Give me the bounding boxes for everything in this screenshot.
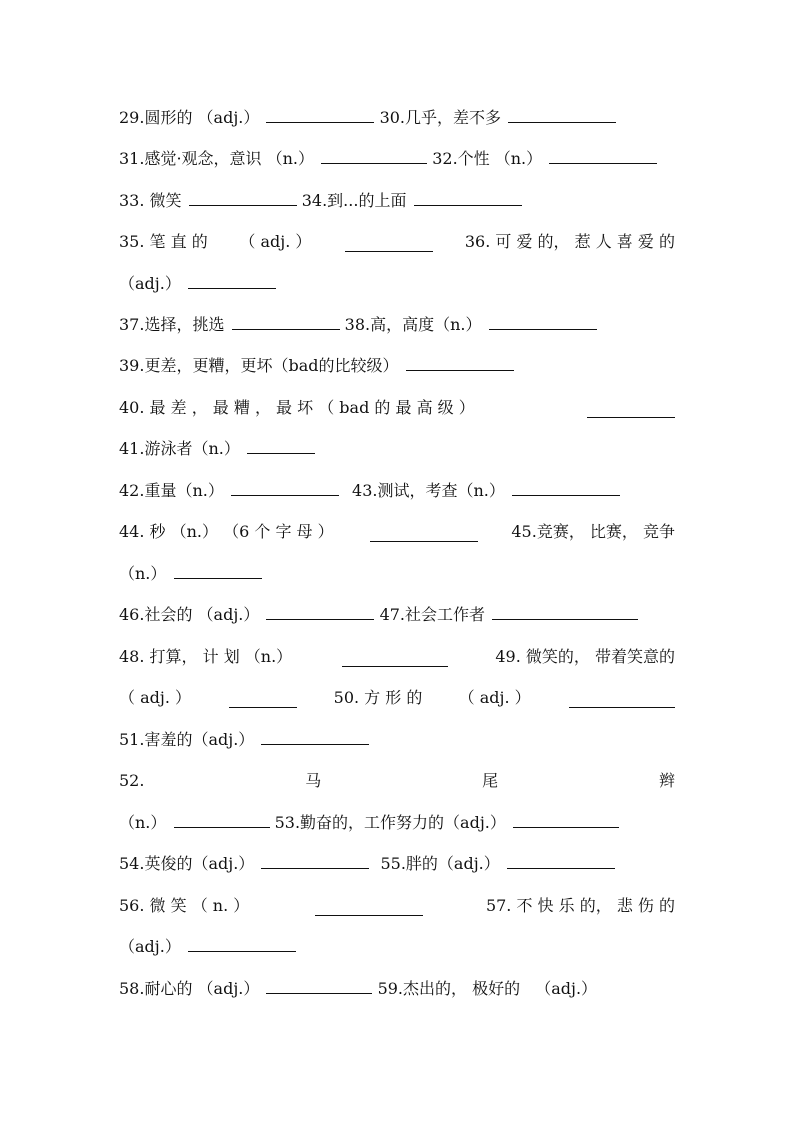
question-35: 35. 笔 直 的 xyxy=(119,232,208,251)
row-49-50 xyxy=(119,684,675,712)
answer-blank-32[interactable] xyxy=(549,145,657,164)
question-53: 53.勤奋的，工作努力的（adj.） xyxy=(274,813,506,832)
question-55: 55.胖的（adj.） xyxy=(380,854,500,873)
question-46: 46.社会的 （adj.） xyxy=(119,605,260,624)
question-42: 42.重量（n.） xyxy=(119,481,224,500)
row-44-45 xyxy=(119,518,675,546)
answer-blank-38[interactable] xyxy=(489,311,597,330)
question-50: 50. 方 形 的 xyxy=(333,688,423,707)
question-31: 31.感觉·观念，意识 （n.） xyxy=(119,149,315,168)
row-51 xyxy=(119,726,369,754)
answer-blank-31[interactable] xyxy=(321,145,427,164)
answer-blank-56[interactable] xyxy=(315,897,423,916)
question-45: 45.竞赛， 比赛， 竞争 xyxy=(511,522,675,541)
answer-blank-29[interactable] xyxy=(266,104,374,123)
row-31-32 xyxy=(119,145,657,173)
row-40 xyxy=(119,394,675,422)
answer-blank-49[interactable] xyxy=(229,689,297,708)
answer-blank-47[interactable] xyxy=(492,601,638,620)
answer-blank-33[interactable] xyxy=(189,187,297,206)
row-58-59 xyxy=(119,975,597,1003)
answer-blank-57[interactable] xyxy=(188,933,296,952)
answer-blank-45[interactable] xyxy=(174,560,262,579)
question-44: 44. 秒 （n.） （6 个 字 母 ） xyxy=(119,522,334,541)
row-52 xyxy=(119,767,675,795)
question-36: 36. 可 爱 的， 惹 人 喜 爱 的 xyxy=(464,232,675,251)
question-59: 59.杰出的， 极好的 xyxy=(377,979,521,998)
question-43: 43.测试，考查（n.） xyxy=(352,481,505,500)
question-36-pos: （adj.） xyxy=(119,274,181,293)
question-51: 51.害羞的（adj.） xyxy=(119,730,255,749)
question-29: 29.圆形的 （adj.） xyxy=(119,108,260,127)
question-54: 54.英俊的（adj.） xyxy=(119,854,255,873)
answer-blank-42[interactable] xyxy=(231,477,339,496)
answer-blank-51[interactable] xyxy=(261,726,369,745)
question-56: 56. 微 笑 （ n. ） xyxy=(119,896,250,915)
question-37: 37.选择，挑选 xyxy=(119,315,225,334)
row-37-38 xyxy=(119,311,597,339)
row-36-cont xyxy=(119,270,276,298)
question-58: 58.耐心的 （adj.） xyxy=(119,979,260,998)
row-39 xyxy=(119,352,514,380)
question-32: 32.个性 （n.） xyxy=(432,149,543,168)
row-57-cont xyxy=(119,933,296,961)
row-29-30 xyxy=(119,104,616,132)
answer-blank-53[interactable] xyxy=(513,809,619,828)
question-50-pos: （ adj. ） xyxy=(458,688,531,707)
row-52-53 xyxy=(119,809,619,837)
question-52-char-3: 辫 xyxy=(658,771,675,790)
answer-blank-58[interactable] xyxy=(266,975,372,994)
answer-blank-44[interactable] xyxy=(370,523,478,542)
question-57-pos: （adj.） xyxy=(119,937,181,956)
row-48-49 xyxy=(119,643,675,671)
row-56-57 xyxy=(119,892,675,920)
answer-blank-52[interactable] xyxy=(174,809,270,828)
row-46-47 xyxy=(119,601,638,629)
answer-blank-39[interactable] xyxy=(406,352,514,371)
question-52-number: 52. xyxy=(119,771,145,790)
question-33: 33. 微笑 xyxy=(119,191,182,210)
question-38: 38.高，高度（n.） xyxy=(344,315,482,334)
question-30: 30.几乎，差不多 xyxy=(379,108,502,127)
row-35-36 xyxy=(119,228,675,256)
answer-blank-30[interactable] xyxy=(508,104,616,123)
answer-blank-55[interactable] xyxy=(507,850,615,869)
answer-blank-46[interactable] xyxy=(266,601,374,620)
question-48: 48. 打算， 计 划 （n.） xyxy=(119,647,293,666)
answer-blank-54[interactable] xyxy=(261,850,369,869)
question-47: 47.社会工作者 xyxy=(379,605,486,624)
answer-blank-41[interactable] xyxy=(247,435,315,454)
question-45-pos: （n.） xyxy=(119,564,167,583)
answer-blank-37[interactable] xyxy=(232,311,340,330)
question-40: 40. 最 差 ， 最 糟 ， 最 坏 （ bad 的 最 高 级 ） xyxy=(119,398,475,417)
answer-blank-34[interactable] xyxy=(414,187,522,206)
row-54-55 xyxy=(119,850,615,878)
question-39: 39.更差，更糟，更坏（bad的比较级） xyxy=(119,356,399,375)
answer-blank-35[interactable] xyxy=(345,233,433,252)
answer-blank-50[interactable] xyxy=(569,689,675,708)
row-42-43 xyxy=(119,477,620,505)
answer-blank-36[interactable] xyxy=(188,270,276,289)
question-57: 57. 不 快 乐 的， 悲 伤 的 xyxy=(485,896,675,915)
question-34: 34.到...的上面 xyxy=(301,191,407,210)
question-35-pos: （ adj. ） xyxy=(239,232,312,251)
question-49: 49. 微笑的， 带着笑意的 xyxy=(495,647,675,666)
row-45-cont xyxy=(119,560,262,588)
question-41: 41.游泳者（n.） xyxy=(119,439,240,458)
answer-blank-40[interactable] xyxy=(587,399,675,418)
answer-blank-48[interactable] xyxy=(342,648,448,667)
question-52-char-2: 尾 xyxy=(482,771,499,790)
answer-blank-43[interactable] xyxy=(512,477,620,496)
row-33-34 xyxy=(119,187,522,215)
question-52-pos: （n.） xyxy=(119,813,167,832)
row-41 xyxy=(119,435,315,463)
question-59-pos: （adj.） xyxy=(535,979,598,998)
question-52-char-1: 马 xyxy=(305,771,322,790)
question-49-pos: （ adj. ） xyxy=(119,688,192,707)
